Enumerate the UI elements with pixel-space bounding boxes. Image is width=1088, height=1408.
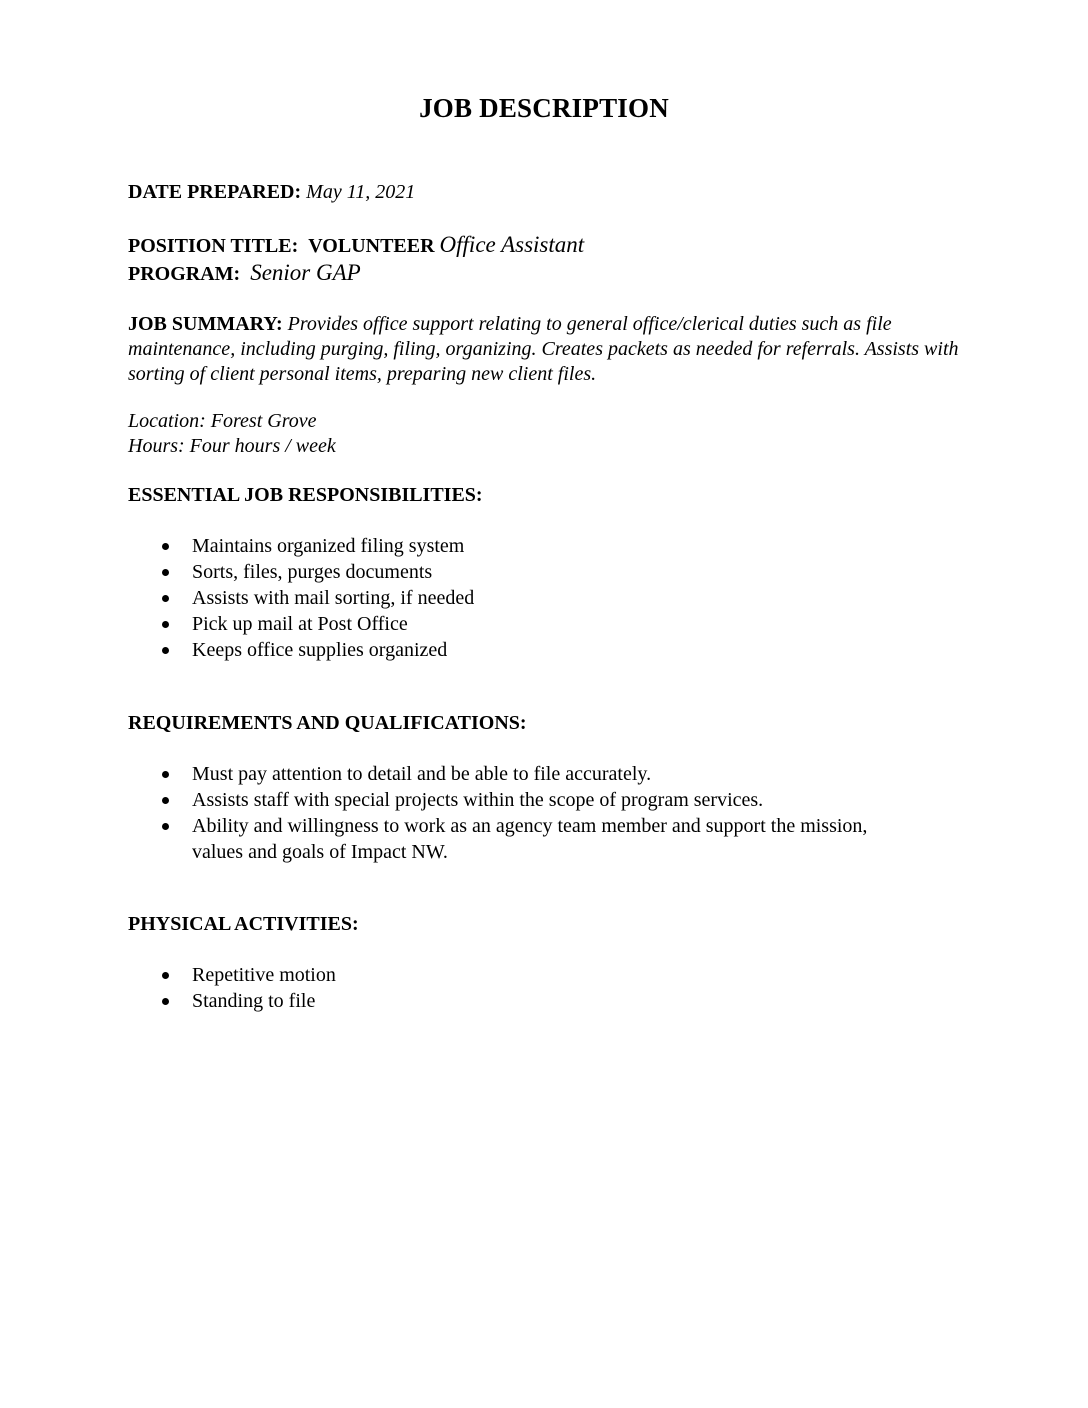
list-item (128, 988, 928, 1014)
date-prepared-line (128, 180, 415, 205)
position-title-line (128, 232, 584, 259)
list-item (128, 559, 928, 585)
list-item-text: Assists with mail sorting, if needed (192, 587, 475, 609)
program-label: PROGRAM: (128, 263, 241, 285)
list-item-text: Keeps office supplies organized (192, 639, 448, 661)
list-item (128, 585, 928, 611)
bullet-icon (162, 647, 169, 654)
essential-responsibilities-heading: ESSENTIAL JOB RESPONSIBILITIES: (128, 484, 483, 506)
program-line (128, 260, 361, 287)
list-item-text: Maintains organized filing system (192, 535, 465, 557)
job-summary-text: Provides office support relating to general office/clerical duties such as file maintenance, including purging, filing, organizing. Creates packets as needed for referrals. Assists with sorting of client personal items, preparing new client files. (128, 313, 959, 385)
location-line: Location: Forest Grove (128, 410, 317, 432)
list-item (128, 611, 928, 637)
list-item-text: Must pay attention to detail and be able to file accurately. (192, 763, 652, 785)
bullet-icon (162, 998, 169, 1005)
list-item-text: Pick up mail at Post Office (192, 613, 408, 635)
bullet-icon (162, 972, 169, 979)
bullet-icon (162, 823, 169, 830)
list-item-text: Assists staff with special projects within the scope of program services. (192, 789, 764, 811)
list-item (128, 533, 928, 559)
list-item-text: Ability and willingness to work as an agency team member and support the mission, values and goals of Impact NW. (192, 815, 868, 863)
list-item-text: Standing to file (192, 990, 316, 1012)
bullet-icon (162, 569, 169, 576)
job-summary (128, 312, 978, 387)
requirements-list (128, 761, 918, 865)
bullet-icon (162, 797, 169, 804)
bullet-icon (162, 543, 169, 550)
bullet-icon (162, 621, 169, 628)
document-title: JOB DESCRIPTION (419, 93, 669, 123)
program-value: Senior GAP (250, 260, 361, 285)
list-item-text: Sorts, files, purges documents (192, 561, 433, 583)
position-title-label: POSITION TITLE: (128, 235, 299, 257)
bullet-icon (162, 771, 169, 778)
list-item (128, 962, 928, 988)
requirements-heading: REQUIREMENTS AND QUALIFICATIONS: (128, 712, 527, 734)
list-item (128, 637, 928, 663)
list-item (128, 813, 918, 865)
bullet-icon (162, 595, 169, 602)
job-summary-label: JOB SUMMARY: (128, 313, 283, 335)
date-prepared-value: May 11, 2021 (306, 181, 416, 203)
hours-line: Hours: Four hours / week (128, 435, 336, 457)
physical-activities-list (128, 962, 928, 1014)
date-prepared-label: DATE PREPARED: (128, 181, 302, 203)
essential-responsibilities-list (128, 533, 928, 663)
list-item-text: Repetitive motion (192, 964, 336, 986)
list-item (128, 761, 918, 787)
physical-activities-heading: PHYSICAL ACTIVITIES: (128, 913, 359, 935)
position-title-value: Office Assistant (439, 232, 585, 257)
position-title-prefix: VOLUNTEER (308, 235, 435, 257)
list-item (128, 787, 918, 813)
